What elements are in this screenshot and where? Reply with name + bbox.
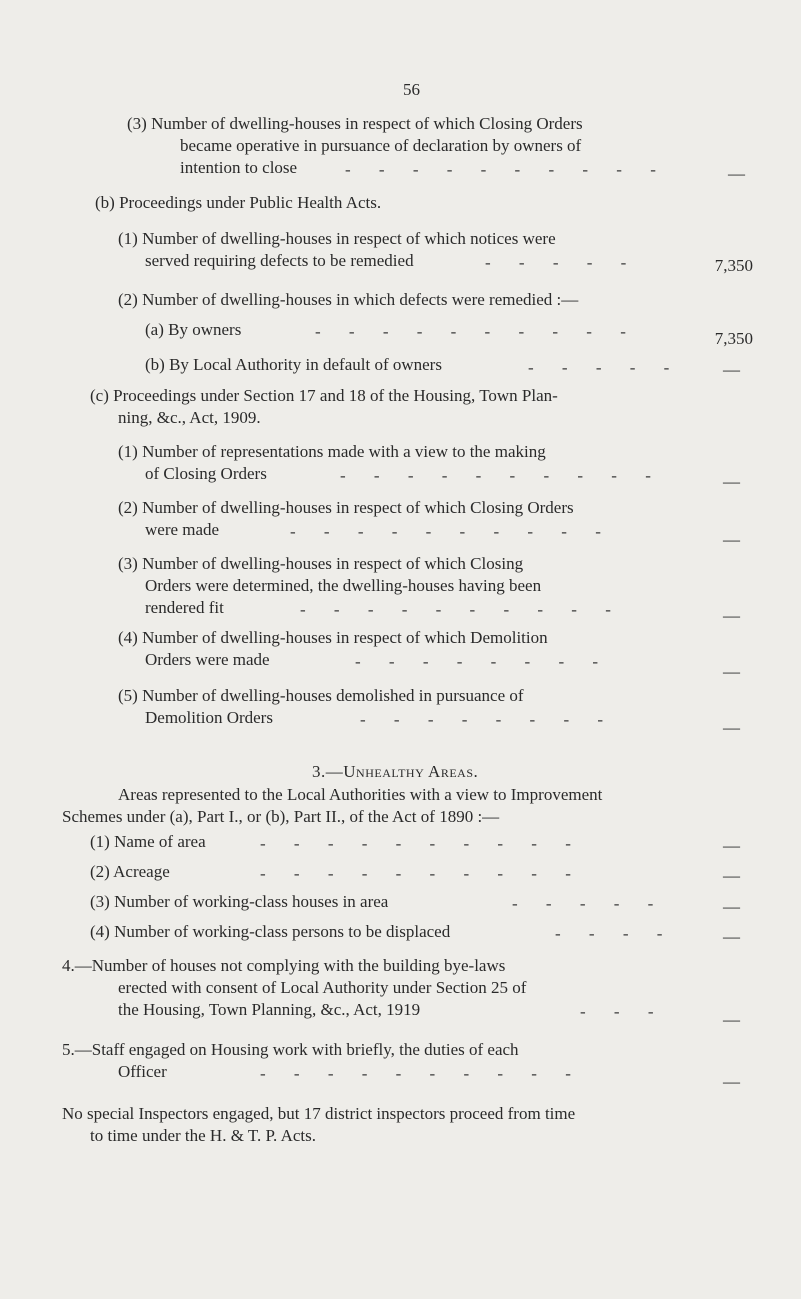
h4-line-3: the Housing, Town Planning, &c., Act, 1919 <box>118 1000 421 1019</box>
h5-value: — <box>723 1072 740 1091</box>
page-number: 56 <box>403 80 420 99</box>
b3-line-3: intention to close <box>180 158 298 177</box>
c2-value: — <box>723 530 740 549</box>
b3-line-1: (3) Number of dwelling-houses in respect of which Closing Orders <box>127 114 583 133</box>
h3-3-value: — <box>723 897 740 916</box>
leader-dots: - - - - - - - - - - <box>290 522 613 541</box>
c2-line-1: (2) Number of dwelling-houses in respect of which Closing Orders <box>118 498 574 517</box>
h4-value: — <box>723 1010 740 1029</box>
b2a-value: 7,350 <box>714 329 753 348</box>
c-title-line-2: ning, &c., Act, 1909. <box>118 408 261 427</box>
note-line-2: to time under the H. & T. P. Acts. <box>90 1126 317 1145</box>
c5-line-1: (5) Number of dwelling-houses demolished in pursuance of <box>118 686 524 705</box>
c5-line-2: Demolition Orders <box>145 708 273 727</box>
leader-dots: - - - - - - - - <box>355 652 611 671</box>
h3-3-line: (3) Number of working-class houses in area <box>90 892 389 911</box>
b2a-line: (a) By owners <box>145 320 242 339</box>
b1-line-2: served requiring defects to be remedied <box>145 251 414 270</box>
c4-line-1: (4) Number of dwelling-houses in respect of which Demolition <box>118 628 548 647</box>
b1-value: 7,350 <box>714 256 753 275</box>
leader-dots: - - - - - - - - - - <box>340 466 663 485</box>
h3-intro-line-1: Areas represented to the Local Authorities with a view to Improvement <box>118 785 603 804</box>
b3-line-2: became operative in pursuance of declaration by owners of <box>180 136 582 155</box>
c3-line-3: rendered fit <box>145 598 224 617</box>
b1-line-1: (1) Number of dwelling-houses in respect of which notices were <box>118 229 556 248</box>
h3-1-value: — <box>723 836 740 855</box>
h3-4-value: — <box>723 927 740 946</box>
h3-2-value: — <box>723 866 740 885</box>
c3-value: — <box>723 606 740 625</box>
leader-dots: - - - - - <box>512 894 666 913</box>
b-title: (b) Proceedings under Public Health Acts. <box>95 193 382 212</box>
leader-dots: - - - - - <box>485 253 639 272</box>
leader-dots: - - - - <box>555 924 675 943</box>
leader-dots: - - - - - <box>528 358 682 377</box>
b2b-value: — <box>723 360 740 379</box>
c1-value: — <box>723 472 740 491</box>
leader-dots: - - - - - - - - - - <box>260 864 583 883</box>
c1-line-1: (1) Number of representations made with a view to the making <box>118 442 546 461</box>
h5-line-2: Officer <box>118 1062 167 1081</box>
leader-dots: - - - - - - - - - - <box>345 160 668 179</box>
c4-line-2: Orders were made <box>145 650 270 669</box>
h3-intro-line-2: Schemes under (a), Part I., or (b), Part II., of the Act of 1890 :— <box>62 807 500 826</box>
c-title-line-1: (c) Proceedings under Section 17 and 18 of the Housing, Town Plan- <box>90 386 558 405</box>
section-3-heading: 3.—Unhealthy Areas. <box>312 762 479 781</box>
h4-line-1: 4.—Number of houses not complying with the building bye-laws <box>62 956 506 975</box>
b2b-line: (b) By Local Authority in default of owners <box>145 355 442 374</box>
note-line-1: No special Inspectors engaged, but 17 district inspectors proceed from time <box>62 1104 576 1123</box>
h4-line-2: erected with consent of Local Authority under Section 25 of <box>118 978 527 997</box>
c1-line-2: of Closing Orders <box>145 464 267 483</box>
c5-value: — <box>723 718 740 737</box>
leader-dots: - - - - - - - - <box>360 710 616 729</box>
b2-line-1: (2) Number of dwelling-houses in which defects were remedied :— <box>118 290 579 309</box>
h5-line-1: 5.—Staff engaged on Housing work with briefly, the duties of each <box>62 1040 519 1059</box>
c3-line-1: (3) Number of dwelling-houses in respect of which Closing <box>118 554 524 573</box>
h3-2-line: (2) Acreage <box>90 862 170 881</box>
leader-dots: - - - - - - - - - - <box>260 1064 583 1083</box>
c4-value: — <box>723 662 740 681</box>
leader-dots: - - - - - - - - - - <box>315 322 638 341</box>
leader-dots: - - - <box>580 1002 666 1021</box>
b3-value: — <box>728 164 745 183</box>
c2-line-2: were made <box>145 520 220 539</box>
leader-dots: - - - - - - - - - - <box>260 834 583 853</box>
h3-1-line: (1) Name of area <box>90 832 206 851</box>
c3-line-2: Orders were determined, the dwelling-houses having been <box>145 576 542 595</box>
h3-4-line: (4) Number of working-class persons to be displaced <box>90 922 451 941</box>
leader-dots: - - - - - - - - - - <box>300 600 623 619</box>
